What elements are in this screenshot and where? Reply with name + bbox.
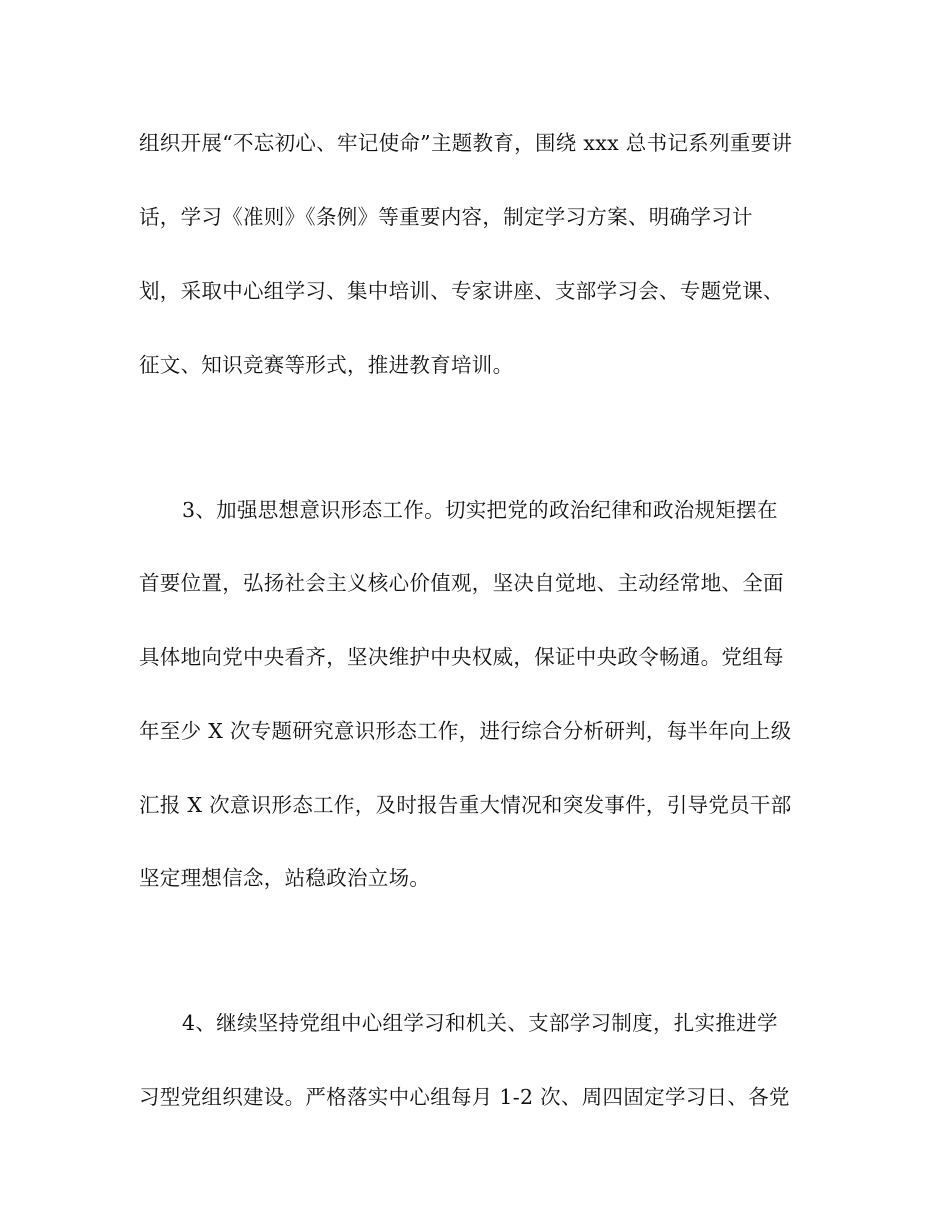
paragraph-2-line-1: 3、加强思想意识形态工作。切实把党的政治纪律和政治规矩摆在 — [182, 498, 778, 522]
paragraph-3-line-1: 4、继续坚持党组中心组学习和机关、支部学习制度，扎实推进学 — [182, 1011, 778, 1035]
paragraph-1-line-2: 话，学习《准则》《条例》等重要内容，制定学习方案、明确学习计 — [139, 205, 753, 229]
paragraph-2-line-2: 首要位置，弘扬社会主义核心价值观，坚决自觉地、主动经常地、全面 — [139, 571, 784, 595]
paragraph-2-line-4: 年至少 X 次专题研究意识形态工作，进行综合分析研判，每半年向上级 — [139, 719, 792, 743]
paragraph-2-line-3: 具体地向党中央看齐，坚决维护中央权威，保证中央政令畅通。党组每 — [139, 645, 784, 669]
paragraph-2-line-5: 汇报 X 次意识形态工作，及时报告重大情况和突发事件，引导党员干部 — [139, 793, 792, 817]
paragraph-1-line-4: 征文、知识竞赛等形式，推进教育培训。 — [139, 353, 514, 377]
paragraph-1-line-3: 划，采取中心组学习、集中培训、专家讲座、支部学习会、专题党课、 — [139, 279, 784, 303]
paragraph-1-line-1: 组织开展“不忘初心、牢记使命”主题教育，围绕 xxx 总书记系列重要讲 — [139, 131, 793, 155]
paragraph-3-line-2: 习型党组织建设。严格落实中心组每月 1-2 次、周四固定学习日、各党 — [139, 1085, 790, 1109]
paragraph-2-line-6: 坚定理想信念，站稳政治立场。 — [139, 866, 431, 890]
